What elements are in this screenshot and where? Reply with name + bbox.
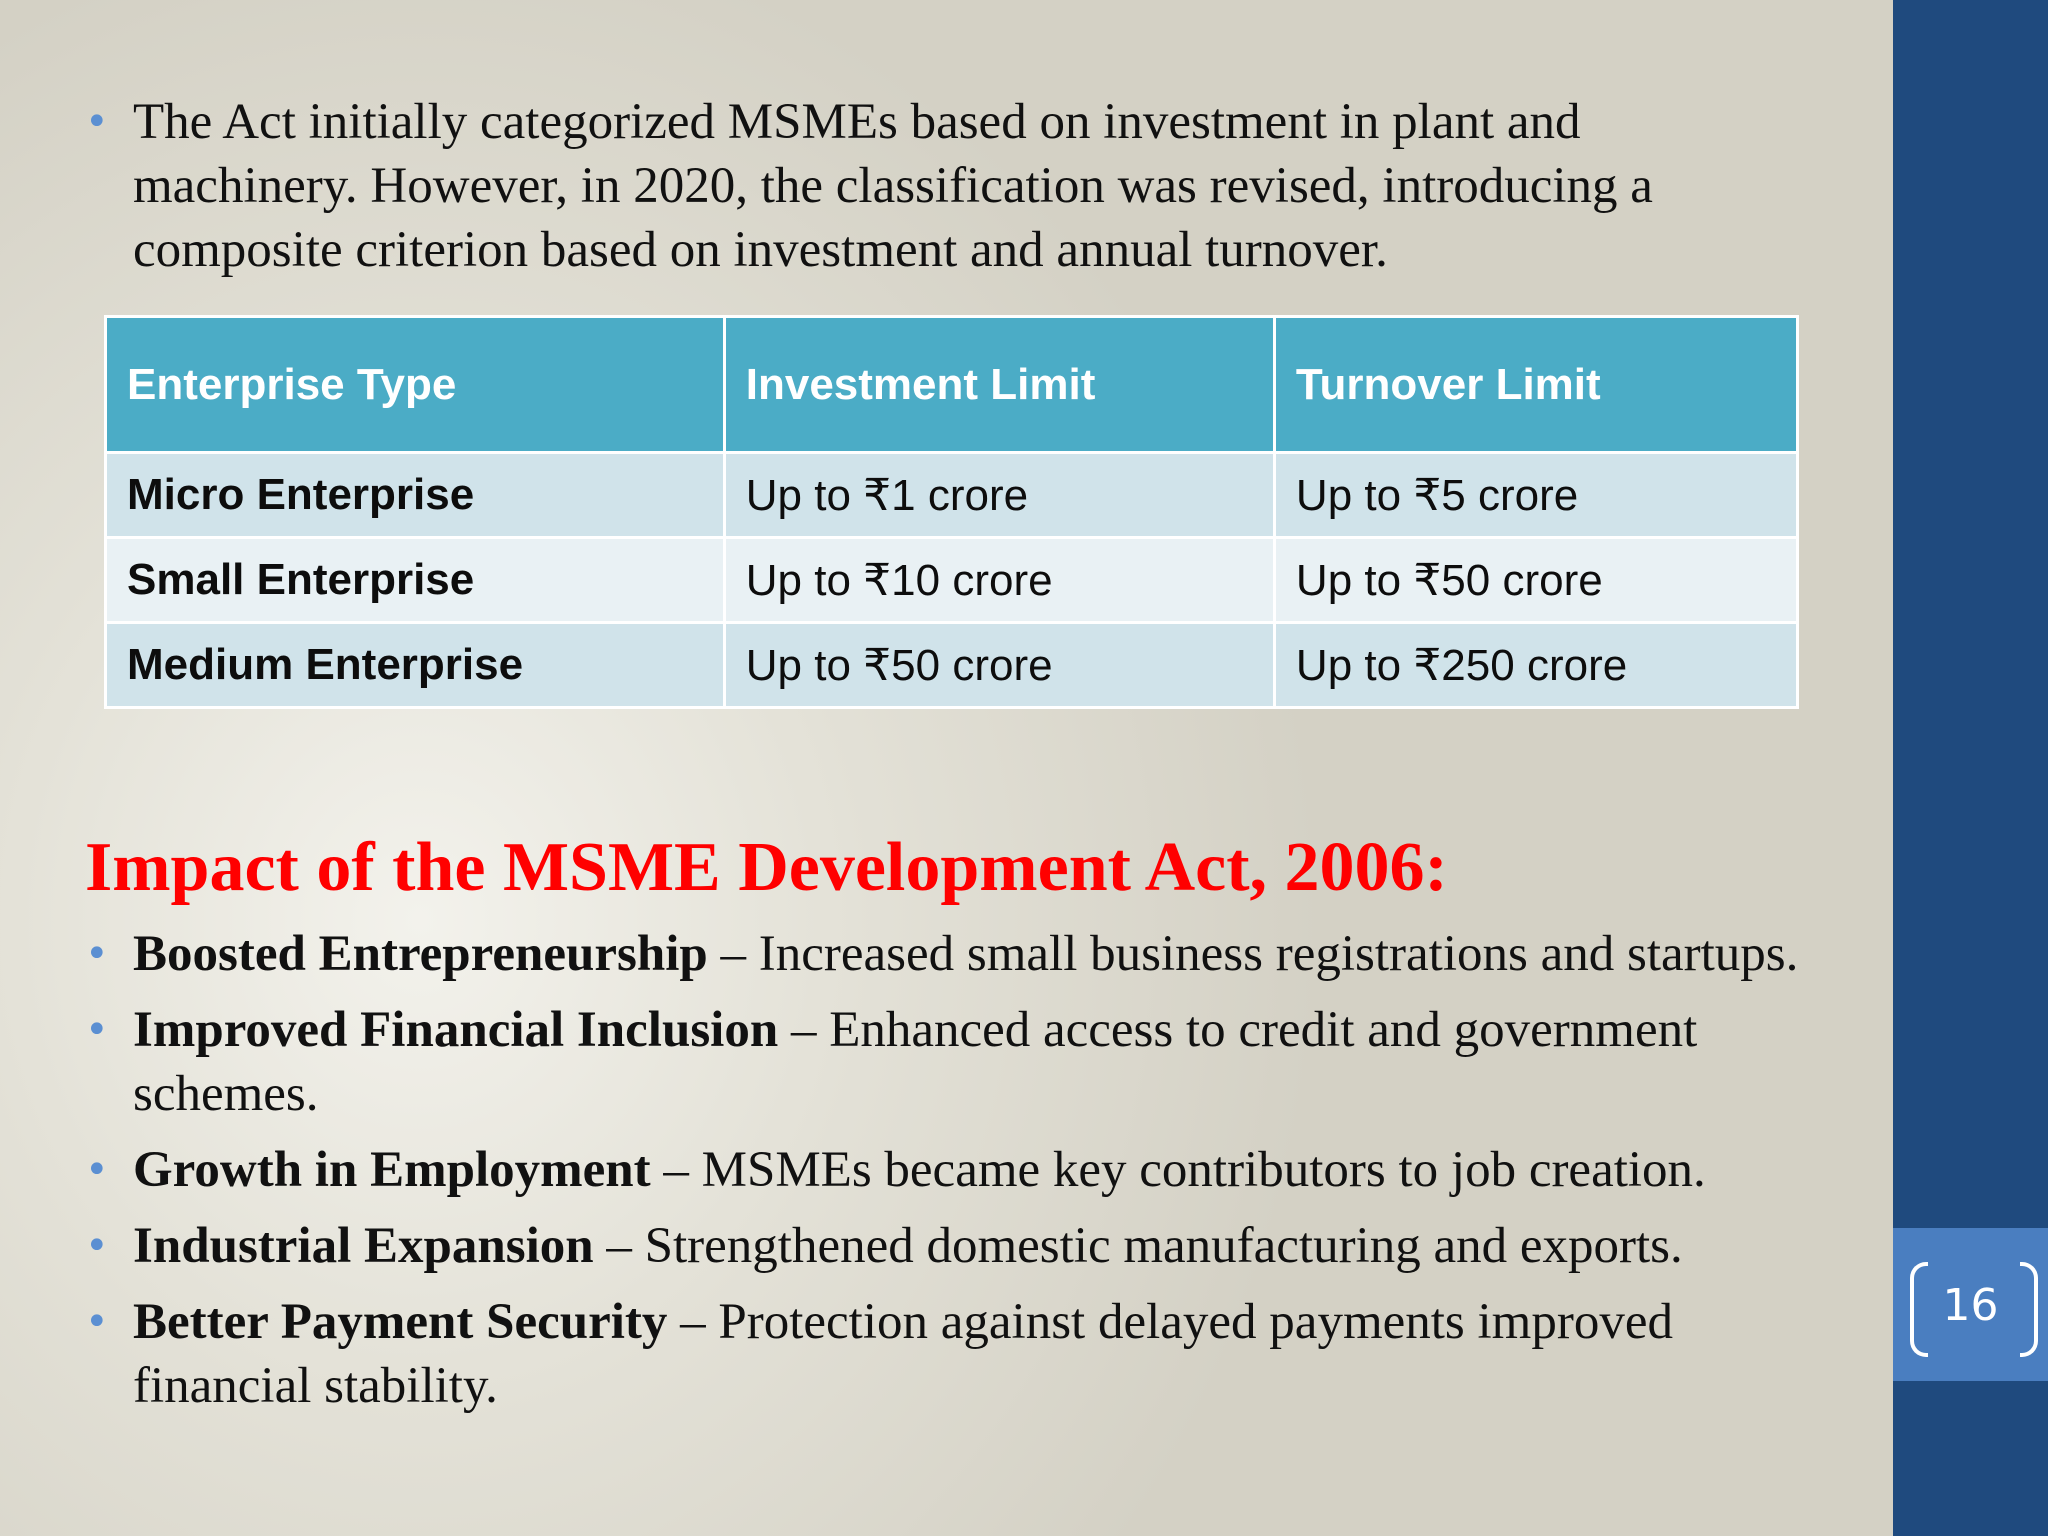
impact-item <box>85 998 1825 1126</box>
impact-term: Improved Financial Inclusion <box>133 1002 779 1058</box>
intro-list <box>85 90 1805 282</box>
investment-limit-cell: Up to ₹10 crore <box>724 538 1274 623</box>
investment-limit-cell: Up to ₹1 crore <box>724 453 1274 538</box>
impact-term: Growth in Employment <box>133 1142 651 1198</box>
page-number-box <box>1893 1228 2048 1381</box>
enterprise-type-cell: Micro Enterprise <box>106 453 725 538</box>
impact-term: Boosted Entrepreneurship <box>133 926 708 982</box>
impact-item <box>85 1138 1825 1202</box>
turnover-limit-cell: Up to ₹5 crore <box>1274 453 1797 538</box>
bullet-icon: • <box>85 1299 109 1345</box>
table-row <box>106 453 1798 538</box>
header-enterprise-type: Enterprise Type <box>106 317 725 453</box>
intro-bullet <box>85 90 1805 282</box>
impact-term: Better Payment Security <box>133 1294 668 1350</box>
impact-heading: Impact of the MSME Development Act, 2006: <box>85 829 1448 906</box>
impact-description: – Strengthened domestic manufacturing and exports. <box>593 1218 1683 1274</box>
header-turnover-limit: Turnover Limit <box>1274 317 1797 453</box>
impact-description: – Enhanced access to credit and government schemes. <box>133 1002 1698 1122</box>
bullet-icon: • <box>85 99 109 145</box>
impact-item <box>85 1214 1825 1278</box>
impact-term: Industrial Expansion <box>133 1218 594 1274</box>
bullet-icon: • <box>85 1007 109 1053</box>
turnover-limit-cell: Up to ₹50 crore <box>1274 538 1797 623</box>
impact-item <box>85 1290 1825 1418</box>
enterprise-type-cell: Medium Enterprise <box>106 623 725 708</box>
impact-description: – Increased small business registrations and startups. <box>707 926 1799 982</box>
impact-description: – Protection against delayed payments improved financial stability. <box>133 1294 1673 1414</box>
table-row <box>106 538 1798 623</box>
investment-limit-cell: Up to ₹50 crore <box>724 623 1274 708</box>
turnover-limit-cell: Up to ₹250 crore <box>1274 623 1797 708</box>
table-header-row <box>106 317 1798 453</box>
bullet-icon: • <box>85 1223 109 1269</box>
enterprise-type-cell: Small Enterprise <box>106 538 725 623</box>
intro-text: The Act initially categorized MSMEs based on investment in plant and machinery. However, in 2020, the classification was revised, introducing a composite criterion based on investment and annual turnover. <box>133 94 1653 278</box>
impact-item <box>85 922 1825 986</box>
table-row <box>106 623 1798 708</box>
header-investment-limit: Investment Limit <box>724 317 1274 453</box>
impact-list <box>85 922 1825 1430</box>
page-number: 16 <box>1942 1280 1999 1331</box>
bullet-icon: • <box>85 1147 109 1193</box>
impact-description: – MSMEs became key contributors to job creation. <box>650 1142 1706 1198</box>
bullet-icon: • <box>85 931 109 977</box>
msme-classification-table <box>104 315 1799 709</box>
